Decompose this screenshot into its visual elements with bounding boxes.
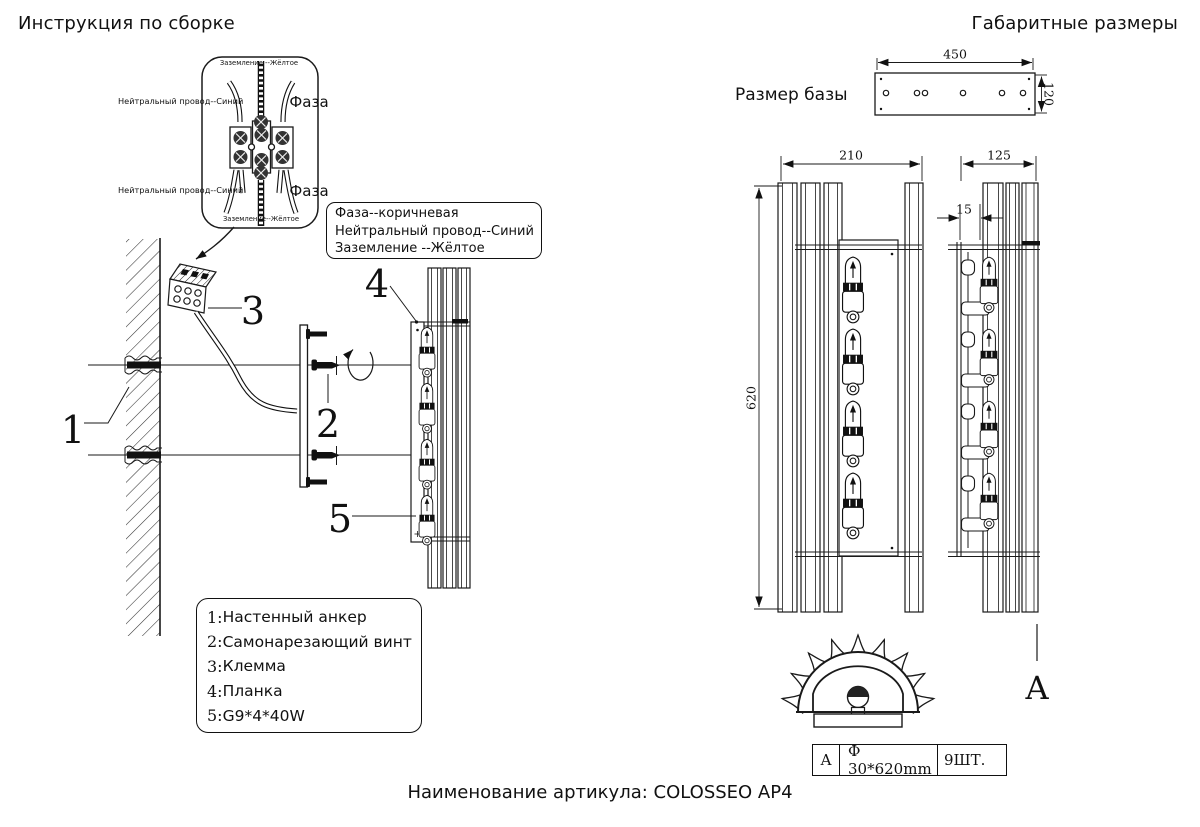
dim-125: 125 xyxy=(987,147,1011,163)
legend-num: 5: xyxy=(207,706,223,726)
legend-text: Самонарезающий винт xyxy=(222,632,412,651)
base-size-label: Размер базы xyxy=(735,85,848,105)
part-label-4: 4 xyxy=(364,262,390,306)
section-letter: A xyxy=(1025,669,1049,707)
callout-line-neutral: Нейтральный провод--Синий xyxy=(335,223,534,239)
dim-120: 120 xyxy=(1041,82,1057,106)
article-name: Наименование артикула: COLOSSEO AP4 xyxy=(407,782,793,803)
callout-line-ground: Заземление --Жёлтое xyxy=(335,241,485,256)
spec-size: Ф 30*620mm xyxy=(840,745,938,775)
legend-text: Клемма xyxy=(222,657,286,676)
spec-qty: 9ШТ. xyxy=(944,751,986,769)
page-title-left: Инструкция по сборке xyxy=(18,13,235,34)
legend-text: G9*4*40W xyxy=(222,706,305,725)
part-label-2: 2 xyxy=(315,402,341,446)
legend-num: 4: xyxy=(207,681,223,701)
dim-15: 15 xyxy=(956,201,972,217)
dim-620: 620 xyxy=(743,386,759,410)
neutral-bottom-label: Нейтральный провод--Синий xyxy=(118,185,244,195)
wiring-bubble xyxy=(118,57,329,259)
base-plate-drawing xyxy=(875,58,1047,115)
screw-top xyxy=(312,356,341,375)
wall xyxy=(126,238,160,636)
terminal-connector xyxy=(168,264,216,313)
page-title-right: Габаритные размеры xyxy=(971,13,1178,34)
phase-top-label: Фаза xyxy=(289,93,329,111)
dim-210: 210 xyxy=(839,147,863,163)
parts-legend xyxy=(196,598,422,733)
phase-bottom-label: Фаза xyxy=(289,182,329,200)
legend-item-4 xyxy=(207,679,421,704)
part-label-1: 1 xyxy=(60,408,86,452)
legend-item-1 xyxy=(207,605,421,630)
neutral-top-label: Нейтральный провод--Синий xyxy=(118,96,244,106)
dim-450: 450 xyxy=(943,46,967,62)
wire-color-callout xyxy=(326,202,542,259)
leader-part4 xyxy=(390,286,416,321)
legend-num: 3: xyxy=(207,656,223,676)
side-view xyxy=(937,156,1040,612)
ground-top-label: Заземление --Жёлтое xyxy=(219,59,299,67)
legend-text: Планка xyxy=(222,682,283,701)
ground-bottom-label: Заземление--Жёлтое xyxy=(222,215,300,223)
legend-item-2 xyxy=(207,630,421,655)
front-view xyxy=(754,156,923,612)
spec-table xyxy=(812,744,1007,776)
callout-line-phase: Фаза--коричневая xyxy=(335,206,459,221)
legend-num: 2: xyxy=(207,632,223,652)
legend-item-3 xyxy=(207,654,421,679)
legend-text: Настенный анкер xyxy=(222,608,367,627)
spec-mark: A xyxy=(813,745,840,775)
legend-num: 1: xyxy=(207,607,223,627)
sun-top-view xyxy=(780,635,935,727)
part-label-5: 5 xyxy=(327,497,353,541)
legend-item-5 xyxy=(207,703,421,728)
part-label-3: 3 xyxy=(240,289,266,333)
leader-part1 xyxy=(84,387,129,423)
fixture-side-view xyxy=(411,268,470,588)
screw-bottom xyxy=(312,446,341,465)
